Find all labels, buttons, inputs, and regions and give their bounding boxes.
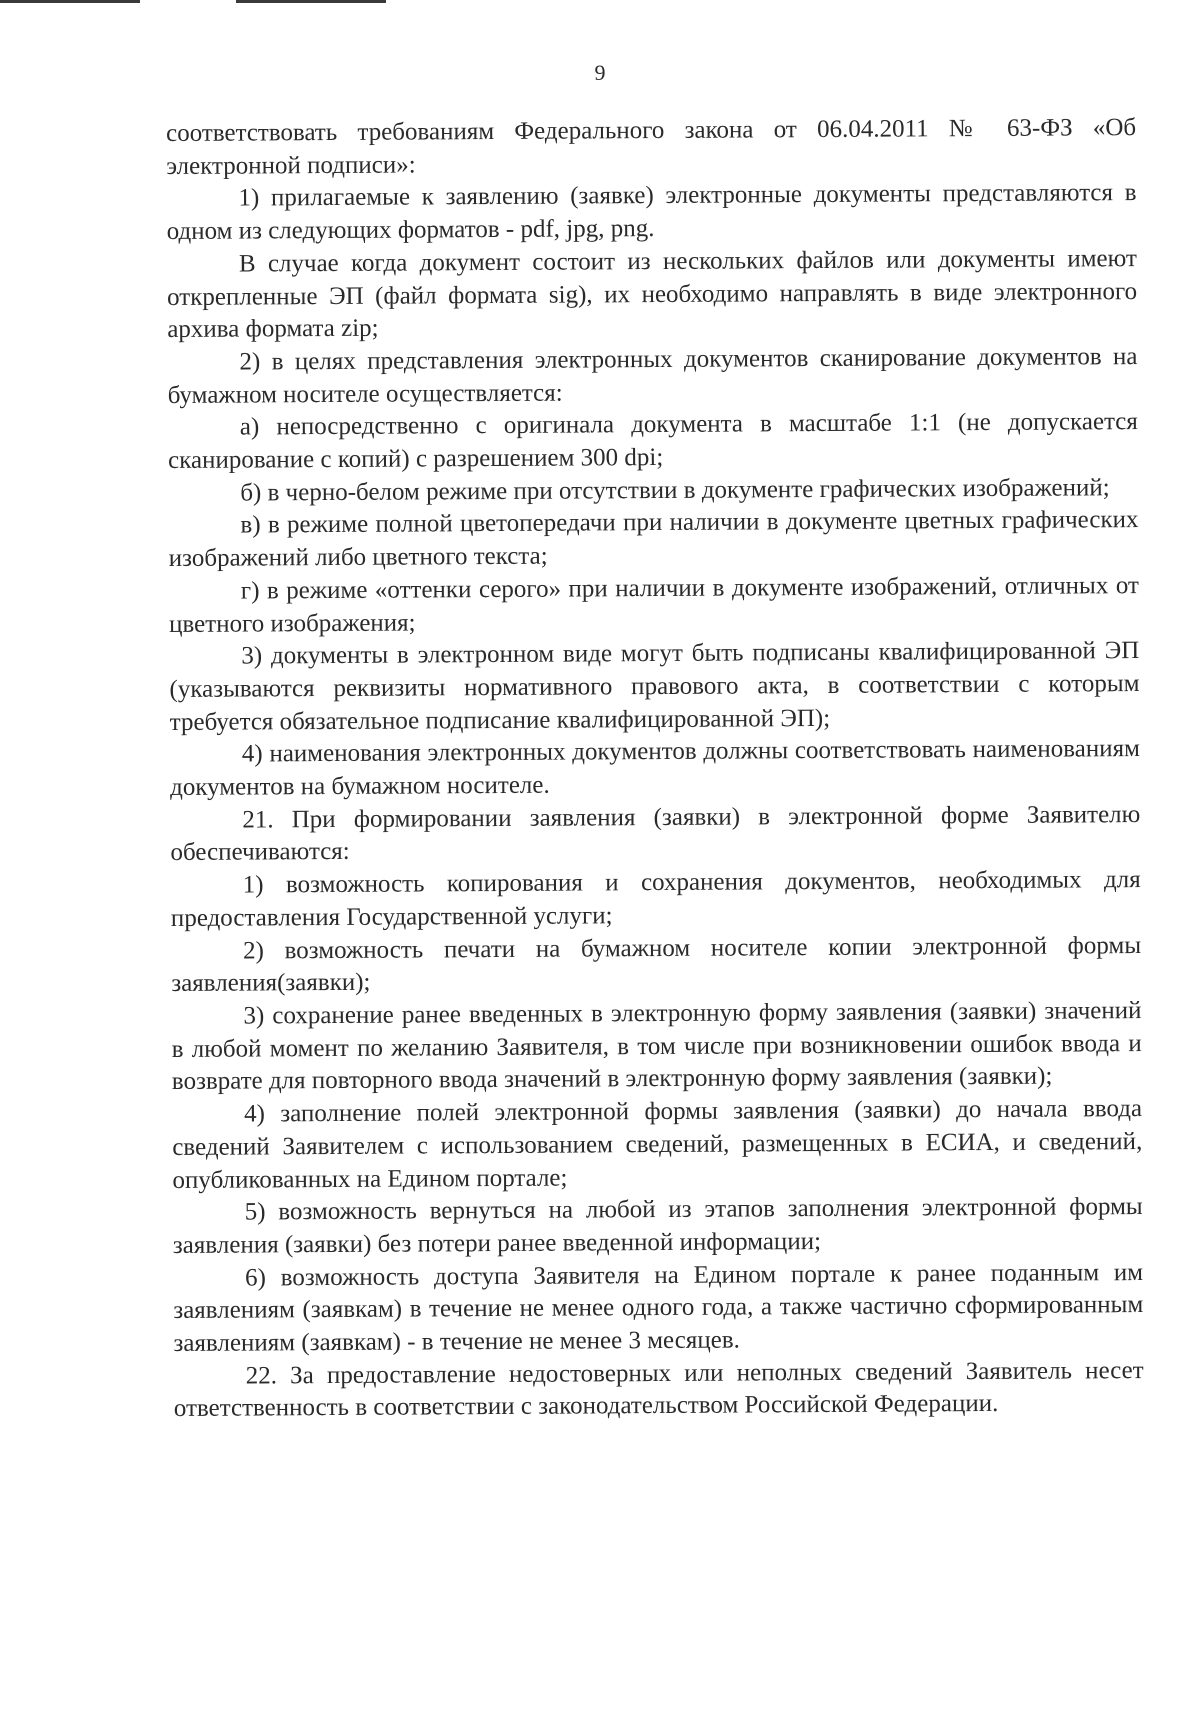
paragraph-21-item-5: 5) возможность вернуться на любой из этапов заполнения электронной формы заявления (заявки) без потери ранее введенной информации; <box>172 1193 1143 1259</box>
document-body <box>166 112 1144 1426</box>
paragraph-21-item-3: 3) сохранение ранее введенных в электронную форму заявления (заявки) значений в любой момент по желанию Заявителя, в том числе при возникновении ошибок ввода и возврате для повторного ввода значений в электронную форму заявления (заявки); <box>171 997 1142 1096</box>
scan-edge-mark <box>236 0 386 3</box>
paragraph-section-22: 22. За предоставление недостоверных или неполных сведений Заявитель несет ответственность в соответствии с законодательством Российской Федерации. <box>173 1356 1144 1423</box>
paragraph-item-2-scanning: 2) в целях представления электронных документов сканирование документов на бумажном носителе осуществляется: <box>167 342 1138 409</box>
paragraph-21-item-2: 2) возможность печати на бумажном носителе копии электронной формы заявления(заявки); <box>171 931 1142 998</box>
paragraph-item-4-naming: 4) наименования электронных документов должны соответствовать наименованиям документов на бумажном носителе. <box>170 735 1140 802</box>
scan-edge-mark <box>0 0 140 3</box>
paragraph-multiple-files: В случае когда документ состоит из нескольких файлов или документы имеют открепленные ЭП (файл формата sig), их необходимо направлять в виде электронного архива формата zip; <box>167 244 1138 344</box>
page-number: 9 <box>594 60 606 85</box>
paragraph-21-item-1: 1) возможность копирования и сохранения документов, необходимых для предоставления Государственной услуги; <box>170 866 1141 932</box>
paragraph-subitem-g: г) в режиме «оттенки серого» при наличии в документе изображений, отличных от цветного изображения; <box>169 571 1139 638</box>
paragraph-21-item-6: 6) возможность доступа Заявителя на Едином портале к ранее поданным им заявлениям (заявкам) в течение не менее одного года, а также частично сформированным заявлениям (заявкам) - в течение не менее 3 месяцев. <box>173 1258 1144 1357</box>
paragraph-subitem-a: а) непосредственно с оригинала документа в масштабе 1:1 (не допускается сканирование с копий) с разрешением 300 dpi; <box>168 408 1138 475</box>
paragraph-subitem-v: в) в режиме полной цветопередачи при наличии в документе цветных графических изображений либо цветного текста; <box>168 506 1139 573</box>
paragraph-item-1-formats: 1) прилагаемые к заявлению (заявке) электронные документы представляются в одном из следующих форматов - pdf, jpg, png. <box>166 179 1137 246</box>
paragraph-item-3-signature: 3) документы в электронном виде могут быть подписаны квалифицированной ЭП (указываются реквизиты нормативного правового акта, в соответствии с которым требуется обязательное подписание квалифицированной ЭП); <box>169 637 1140 736</box>
paragraph-section-21: 21. При формировании заявления (заявки) в электронной форме Заявителю обеспечиваются: <box>170 800 1141 867</box>
paragraph-21-item-4: 4) заполнение полей электронной формы заявления (заявки) до начала ввода сведений Заявителем с использованием сведений, размещенных в ЕСИА, и сведений, опубликованных на Едином портале; <box>172 1095 1143 1194</box>
paragraph-continuation: соответствовать требованиям Федерального закона от 06.04.2011 № 63-ФЗ «Об электронной подписи»: <box>166 114 1137 180</box>
paragraph-subitem-b: б) в черно-белом режиме при отсутствии в документе графических изображений; <box>240 473 1110 507</box>
